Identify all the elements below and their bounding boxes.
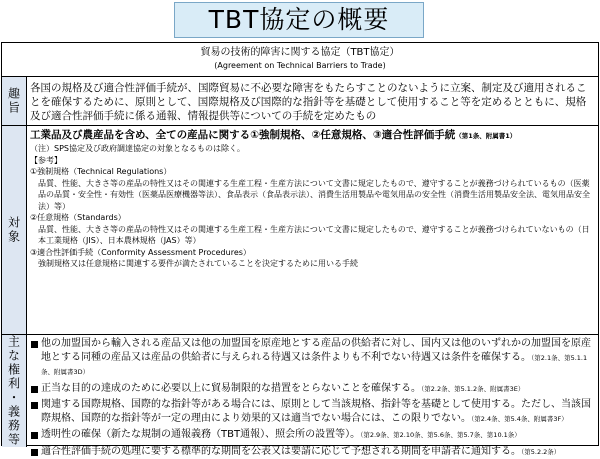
bullet-square-icon (31, 449, 38, 456)
list-item-text: 透明性の確保（新たな規制の通報義務（TBT通報）、照会所の設置等）。 (41, 429, 360, 440)
scope-label: 対象 (6, 216, 23, 244)
rights-label: 主な権利・義務等 (6, 335, 23, 447)
table-header (2, 43, 598, 77)
bullet-square-icon (31, 432, 38, 439)
bullet-square-icon (31, 341, 38, 348)
list-item-text: 他の加盟国から輸入される産品又は他の加盟国を原産地とする産品の供給者に対し、国内又は他のいずれかの加盟国を原産地とする同種の産品又は産品の供給者に与えられる待遇又は条件よりも不利でない待遇又は条件を確保する。 (41, 338, 591, 363)
list-item-ref: （第5.2.2条） (521, 448, 560, 456)
scope-item-title: ③適合性評価手続（Conformity Assessment Procedures） (30, 247, 596, 259)
scope-item-title: ②任意規格（Standards） (30, 212, 596, 224)
bullet-square-icon (31, 402, 38, 409)
list-item (30, 428, 596, 443)
scope-label-cell (2, 126, 27, 334)
scope-item-desc: 品質、性能、大きさ等の産品の特性又はその関連する生産工程・生産方法について文書に規定したもので、遵守することが義務づけられていないもの（日本工業規格（JIS）、日本農林規格（JAS）等） (30, 224, 596, 247)
list-item-text: 適合性評価手続の処理に要する標準的な期間を公表又は要請に応じて予想される期間を申請者に通知する。 (41, 446, 521, 457)
purpose-label: 趣旨 (6, 87, 23, 115)
scope-main-text: 工業品及び農産品を含め、全ての産品に関する①強制規格、②任意規格、③適合性評価手続 (30, 129, 455, 141)
rights-label-cell (2, 335, 27, 447)
overview-table (1, 42, 599, 446)
list-item (30, 398, 596, 426)
agreement-name-en: (Agreement on Technical Barriers to Trade) (2, 60, 598, 72)
purpose-text: 各国の規格及び適合性評価手続が、国際貿易に不必要な障害をもたらすことのないように立案、制定及び適用されることを確保するために、原則として、国際規格及び国際的な指針等を基礎として使用すること等を定めるとともに、規格及び適合性評価手続に係る通報、情報提供等についての手続を定めたもの (30, 81, 596, 123)
purpose-label-cell (2, 77, 27, 125)
scope-item-desc: 強制規格又は任意規格に関連する要件が満たされていることを決定するために用いる手続 (30, 258, 596, 270)
list-item-ref: （第2.9条、第2.10条、第5.6条、第5.7条、第10.1条） (360, 431, 521, 439)
purpose-row (2, 77, 598, 126)
scope-row (2, 126, 598, 335)
page-title: TBT協定の概要 (174, 2, 424, 38)
scope-item-title: ①強制規格（Technical Regulations） (30, 166, 596, 178)
list-item-ref: （第2.1条、第5.1.1条、附属書3D） (41, 354, 587, 377)
agreement-name-jp: 貿易の技術的障害に関する協定（TBT協定） (2, 46, 598, 60)
scope-note: （注）SPS協定及び政府調達協定の対象となるものは除く。 (30, 143, 596, 155)
list-item (30, 337, 596, 380)
scope-main (30, 128, 596, 143)
rights-row (2, 335, 598, 447)
scope-item-desc: 品質、性能、大きさ等の産品の特性又はその関連する生産工程・生産方法について文書に規定したもので、遵守することが義務づけられているもの（医薬品の品質・安全性・有効性（医薬品医療機器等法）、食品表示（食品表示法）、消費生活用製品や電気用品の安全性（消費生活用製品安全法、電気用品安全法）等） (30, 178, 596, 213)
list-item-ref: （第2.4条、第5.4条、附属書3F） (471, 415, 568, 423)
list-item (30, 382, 596, 397)
bullet-square-icon (31, 386, 38, 393)
list-item-text: 正当な目的の達成のために必要以上に貿易制限的な措置をとらないことを確保する。 (41, 383, 421, 394)
list-item-text: 関連する国際規格、国際的な指針等がある場合には、原則として当該規格、指針等を基礎として使用する。ただし、当該国際規格、国際的な指針等が一定の理由により効果的又は適当でない場合には、この限りでない。 (41, 399, 591, 424)
scope-reference-head: 【参考】 (30, 155, 596, 167)
list-item (30, 445, 596, 459)
scope-main-ref: （第1条、附属書1） (455, 132, 516, 140)
list-item-ref: （第2.2条、第5.1.2条、附属書3E） (421, 385, 524, 393)
